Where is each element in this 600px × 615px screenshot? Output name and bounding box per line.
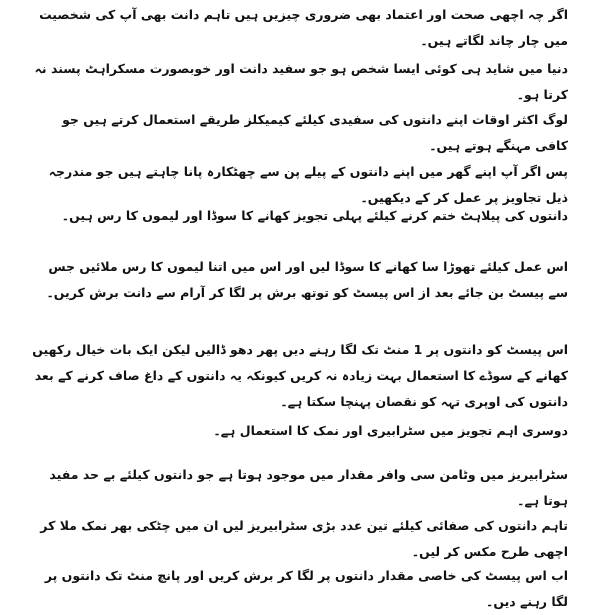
paragraph-9: سٹرابیریز میں وٹامن سی وافر مقدار میں موجود ہوتا ہے جو دانتوں کیلئے بے حد مفید ہوتا ہے۔ xyxy=(49,467,568,508)
paragraph-3: لوگ اکثر اوقات اپنے دانتوں کی سفیدی کیلئے کیمیکلز طریقے استعمال کرتے ہیں جو کافی مہنگے ہوتے ہیں۔ xyxy=(62,112,568,153)
paragraph-4: پس اگر آپ اپنے گھر میں اپنے دانتوں کے پیلے پن سے چھٹکارہ پانا چاہتے ہیں جو مندرجہ ذیل تجاویز پر عمل کر کے دیکھیں۔ xyxy=(48,164,568,205)
paragraph-6: اس عمل کیلئے تھوڑا سا کھانے کا سوڈا لیں اور اس میں اتنا لیموں کا رس ملائیں جس سے پیسٹ بن جائے بعد از اس پیسٹ کو توتھ برش پر لگا کر آرام سے دانت برش کریں۔ xyxy=(46,259,568,300)
paragraph-11: اب اس پیسٹ کی خاصی مقدار دانتوں پر لگا کر برش کریں اور پانچ منٹ تک دانتوں پر لگا رہنے دیں۔ xyxy=(44,568,568,609)
paragraph-2: دنیا میں شاید ہی کوئی ایسا شخص ہو جو سفید دانت اور خوبصورت مسکراہٹ پسند نہ کرتا ہو۔ xyxy=(34,61,568,102)
paragraph-5: دانتوں کی پیلاہٹ ختم کرنے کیلئے پہلی تجویز کھانے کا سوڈا اور لیموں کا رس ہیں۔ xyxy=(61,208,568,223)
paragraph-1: اگر چہ اچھی صحت اور اعتماد بھی ضروری چیزیں ہیں تاہم دانت بھی آپ کی شخصیت میں چار چاند لگاتے ہیں۔ xyxy=(39,7,568,48)
paragraph-8: دوسری اہم تجویز میں سٹرابیری اور نمک کا استعمال ہے۔ xyxy=(213,423,568,438)
paragraph-10: تاہم دانتوں کی صفائی کیلئے تین عدد بڑی سٹرابیریز لیں ان میں چٹکی بھر نمک ملا کر اچھی طرح مکس کر لیں۔ xyxy=(40,518,568,559)
paragraph-7: اس پیسٹ کو دانتوں پر 1 منٹ تک لگا رہنے دیں پھر دھو ڈالیں لیکن ایک بات خیال رکھیں کھانے کے سوڈے کا استعمال بہت زیادہ نہ کریں کیونکہ یہ دانتوں کے داغ صاف کرنے کے بعد دانتوں کی اوپری تہہ کو نقصان پہنچا سکتا ہے۔ xyxy=(32,342,568,409)
